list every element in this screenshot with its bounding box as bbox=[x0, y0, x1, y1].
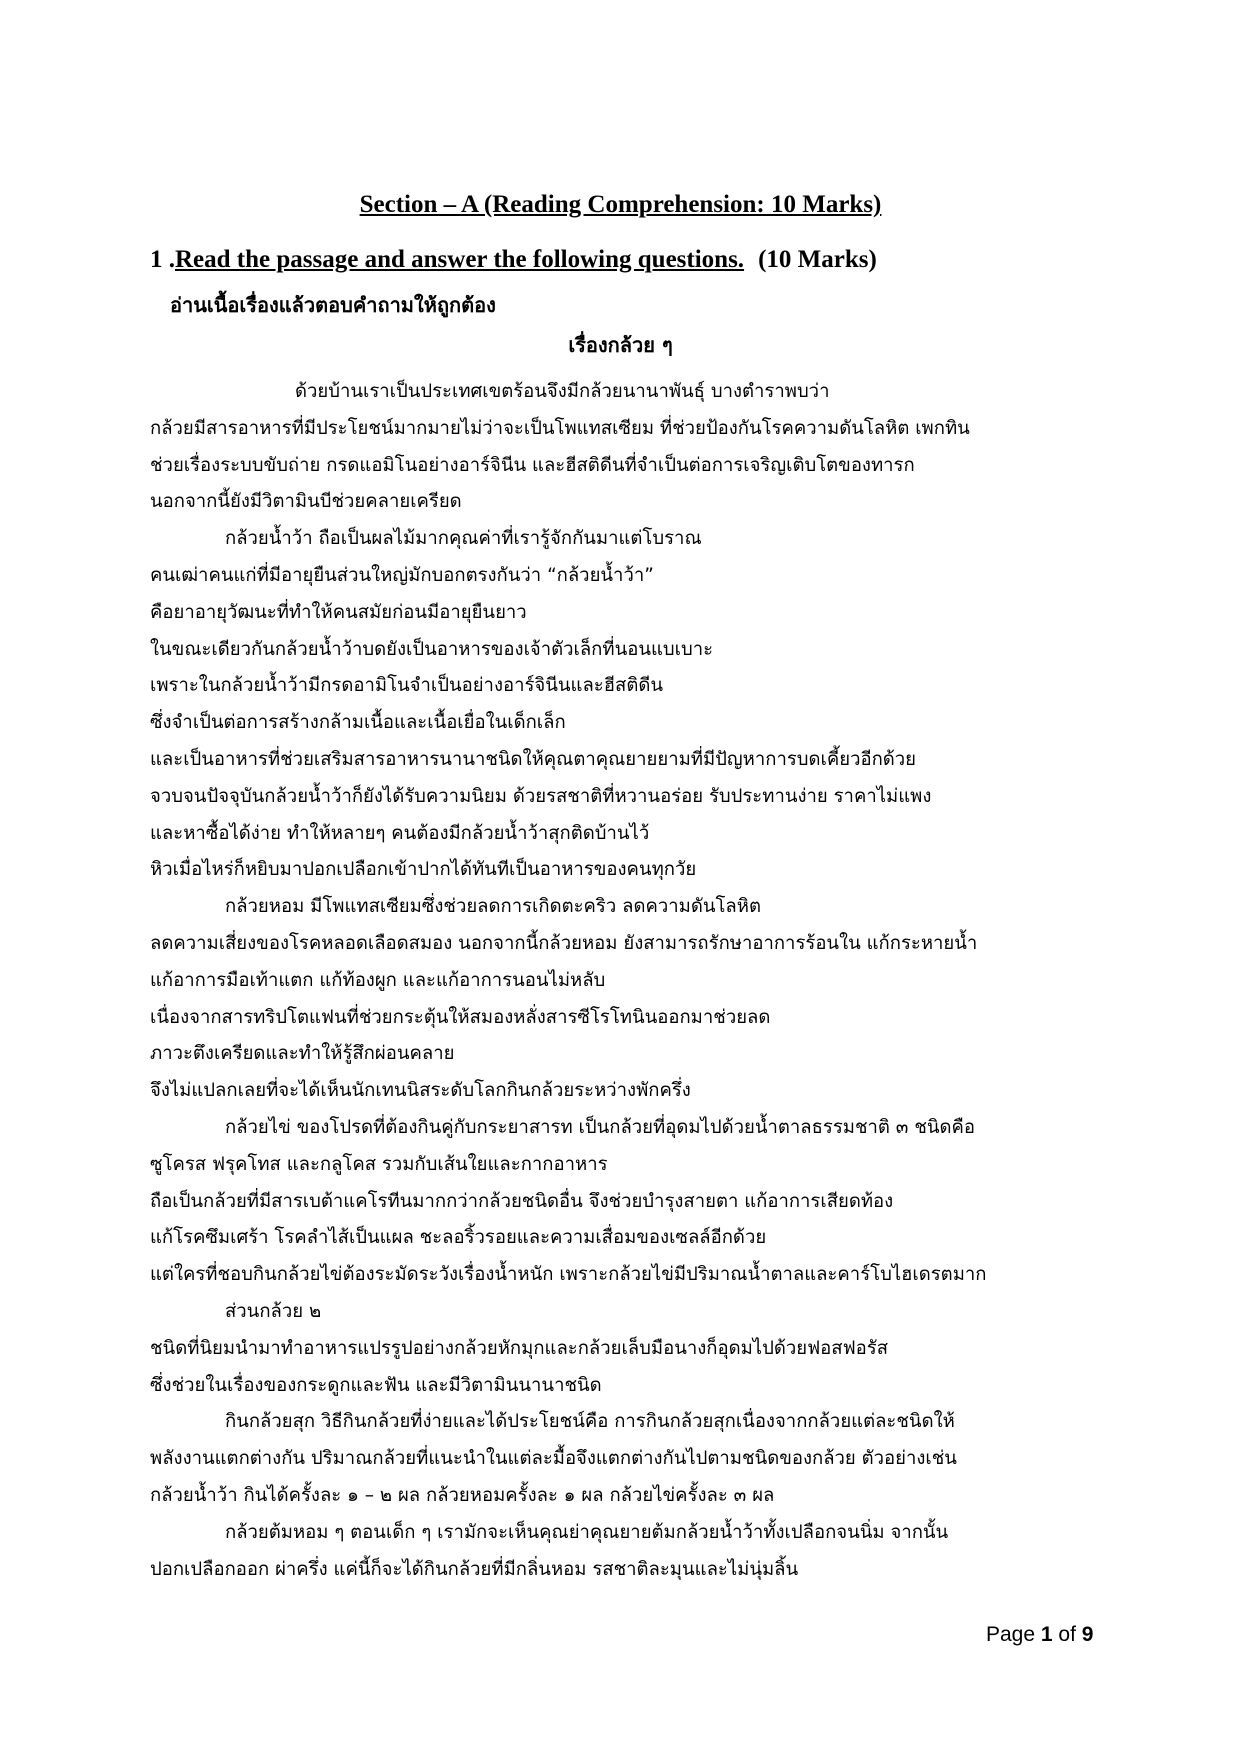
passage-line: และเป็นอาหารที่ช่วยเสริมสารอาหารนานาชนิดให้คุณตาคุณยายยามที่มีปัญหาการบดเคี้ยวอีกด้วย bbox=[150, 748, 917, 770]
instruction-thai: อ่านเนื้อเรื่องแล้วตอบคำถามให้ถูกต้อง bbox=[170, 293, 496, 317]
passage bbox=[150, 374, 1090, 1588]
passage-line: เพราะในกล้วยน้ำว้ามีกรดอามิโนจำเป็นอย่างอาร์จินีนและฮีสติดีน bbox=[150, 675, 663, 697]
passage-line: ช่วยเรื่องระบบขับถ่าย กรดแอมิโนอย่างอาร์จินีน และฮีสติดีนที่จำเป็นต่อการเจริญเติบโตของทารก bbox=[150, 454, 915, 476]
passage-line: คือยาอายุวัฒนะที่ทำให้คนสมัยก่อนมีอายุยืนยาว bbox=[150, 601, 527, 623]
story-title: เรื่องกล้วย ๆ bbox=[568, 333, 673, 357]
passage-line: เนื่องจากสารทริปโตแฟนที่ช่วยกระตุ้นให้สมองหลั่งสารซีโรโทนินออกมาช่วยลด bbox=[150, 1006, 771, 1028]
question-text: Read the passage and answer the following questions. bbox=[175, 246, 745, 273]
passage-line: กล้วยมีสารอาหารที่มีประโยชน์มากมายไม่ว่าจะเป็นโพแทสเซียม ที่ช่วยป้องกันโรคความดันโลหิต เพกทิน bbox=[150, 417, 970, 439]
passage-line: กล้วยต้มหอม ๆ ตอนเด็ก ๆ เรามักจะเห็นคุณย่าคุณยายต้มกล้วยน้ำว้าทั้งเปลือกจนนิ่ม จากนั้น bbox=[225, 1521, 949, 1543]
passage-line: คนเฒ่าคนแก่ที่มีอายุยืนส่วนใหญ่มักบอกตรงกันว่า “กล้วยน้ำว้า” bbox=[150, 564, 654, 586]
passage-line: แต่ใครที่ชอบกินกล้วยไข่ต้องระมัดระวังเรื่องน้ำหนัก เพราะกล้วยไข่มีปริมาณน้ำตาลและคาร์โบไฮเดรตมาก bbox=[150, 1264, 987, 1286]
passage-line: ในขณะเดียวกันกล้วยน้ำว้าบดยังเป็นอาหารของเจ้าตัวเล็กที่นอนแบเบาะ bbox=[150, 638, 714, 660]
passage-line: และหาซื้อได้ง่าย ทำให้หลายๆ คนต้องมีกล้วยน้ำว้าสุกติดบ้านไว้ bbox=[150, 822, 650, 844]
passage-line: กล้วยน้ำว้า ถือเป็นผลไม้มากคุณค่าที่เรารู้จักกันมาแต่โบราณ bbox=[225, 528, 702, 550]
total-pages-number: 9 bbox=[1081, 1623, 1094, 1646]
section-title: Section – A (Reading Comprehension: 10 Marks) bbox=[359, 191, 882, 218]
passage-line: จึงไม่แปลกเลยที่จะได้เห็นนักเทนนิสระดับโลกกินกล้วยระหว่างพักครึ่ง bbox=[150, 1080, 691, 1102]
passage-line: ลดความเสี่ยงของโรคหลอดเลือดสมอง นอกจากนี้กล้วยหอม ยังสามารถรักษาอาการร้อนใน แก้กระหายน้ำ bbox=[150, 932, 978, 954]
passage-line: ปอกเปลือกออก ผ่าครึ่ง แค่นี้ก็จะได้กินกล้วยที่มีกลิ่นหอม รสชาติละมุนและไม่นุ่มลิ้น bbox=[150, 1558, 799, 1580]
current-page-number: 1 bbox=[1040, 1623, 1053, 1646]
passage-line: ซึ่งจำเป็นต่อการสร้างกล้ามเนื้อและเนื้อเยื่อในเด็กเล็ก bbox=[150, 712, 566, 734]
passage-line: กล้วยน้ำว้า กินได้ครั้งละ ๑ – ๒ ผล กล้วยหอมครั้งละ ๑ ผล กล้วยไข่ครั้งละ ๓ ผล bbox=[150, 1484, 775, 1506]
passage-line: แก้อาการมือเท้าแตก แก้ท้องผูก และแก้อาการนอนไม่หลับ bbox=[150, 969, 606, 991]
passage-line: กล้วยหอม มีโพแทสเซียมซึ่งช่วยลดการเกิดตะคริว ลดความดันโลหิต bbox=[225, 896, 761, 918]
question-heading bbox=[150, 246, 877, 274]
passage-line: หิวเมื่อไหร่ก็หยิบมาปอกเปลือกเข้าปากได้ทันทีเป็นอาหารของคนทุกวัย bbox=[150, 859, 697, 881]
passage-line: ชนิดที่นิยมนำมาทำอาหารแปรรูปอย่างกล้วยหักมุกและกล้วยเล็บมือนางก็อุดมไปด้วยฟอสฟอรัส bbox=[150, 1337, 889, 1359]
passage-line: ถือเป็นกล้วยที่มีสารเบต้าแคโรทีนมากกว่ากล้วยชนิดอื่น จึงช่วยบำรุงสายตา แก้อาการเสียดท้อง bbox=[150, 1190, 894, 1212]
passage-line: กินกล้วยสุก วิธีกินกล้วยที่ง่ายและได้ประโยชน์คือ การกินกล้วยสุกเนื่องจากกล้วยแต่ละชนิดให้ bbox=[225, 1411, 955, 1433]
page-footer bbox=[986, 1623, 1093, 1647]
page-label: Page bbox=[986, 1623, 1036, 1646]
passage-line: กล้วยไข่ ของโปรดที่ต้องกินคู่กับกระยาสารท เป็นกล้วยที่อุดมไปด้วยน้ำตาลธรรมชาติ ๓ ชนิดคือ bbox=[225, 1116, 976, 1138]
question-marks: (10 Marks) bbox=[758, 246, 877, 273]
passage-line: พลังงานแตกต่างกัน ปริมาณกล้วยที่แนะนำในแต่ละมื้อจึงแตกต่างกันไปตามชนิดของกล้วย ตัวอย่างเช่น bbox=[150, 1448, 957, 1470]
passage-line: ด้วยบ้านเราเป็นประเทศเขตร้อนจึงมีกล้วยนานาพันธุ์ บางตำราพบว่า bbox=[295, 381, 830, 402]
page-of-label: of bbox=[1058, 1623, 1076, 1646]
passage-line: แก้โรคซึมเศร้า โรคลำไส้เป็นแผล ชะลอริ้วรอยและความเสื่อมของเซลล์อีกด้วย bbox=[150, 1227, 767, 1249]
passage-line: นอกจากนี้ยังมีวิตามินบีช่วยคลายเครียด bbox=[150, 491, 462, 513]
passage-line: ส่วนกล้วย ๒ bbox=[225, 1300, 322, 1322]
passage-line: ภาวะตึงเครียดและทำให้รู้สึกผ่อนคลาย bbox=[150, 1043, 455, 1065]
passage-line: ซูโครส ฟรุคโทส และกลูโคส รวมกับเส้นใยและกากอาหาร bbox=[150, 1153, 608, 1175]
passage-line: ซึ่งช่วยในเรื่องของกระดูกและฟัน และมีวิตามินนานาชนิด bbox=[150, 1374, 602, 1396]
passage-line: จวบจนปัจจุบันกล้วยน้ำว้าก็ยังได้รับความนิยม ด้วยรสชาติที่หวานอร่อย รับประทานง่าย ราคาไม่แพง bbox=[150, 785, 932, 807]
question-number: 1 . bbox=[150, 246, 175, 273]
